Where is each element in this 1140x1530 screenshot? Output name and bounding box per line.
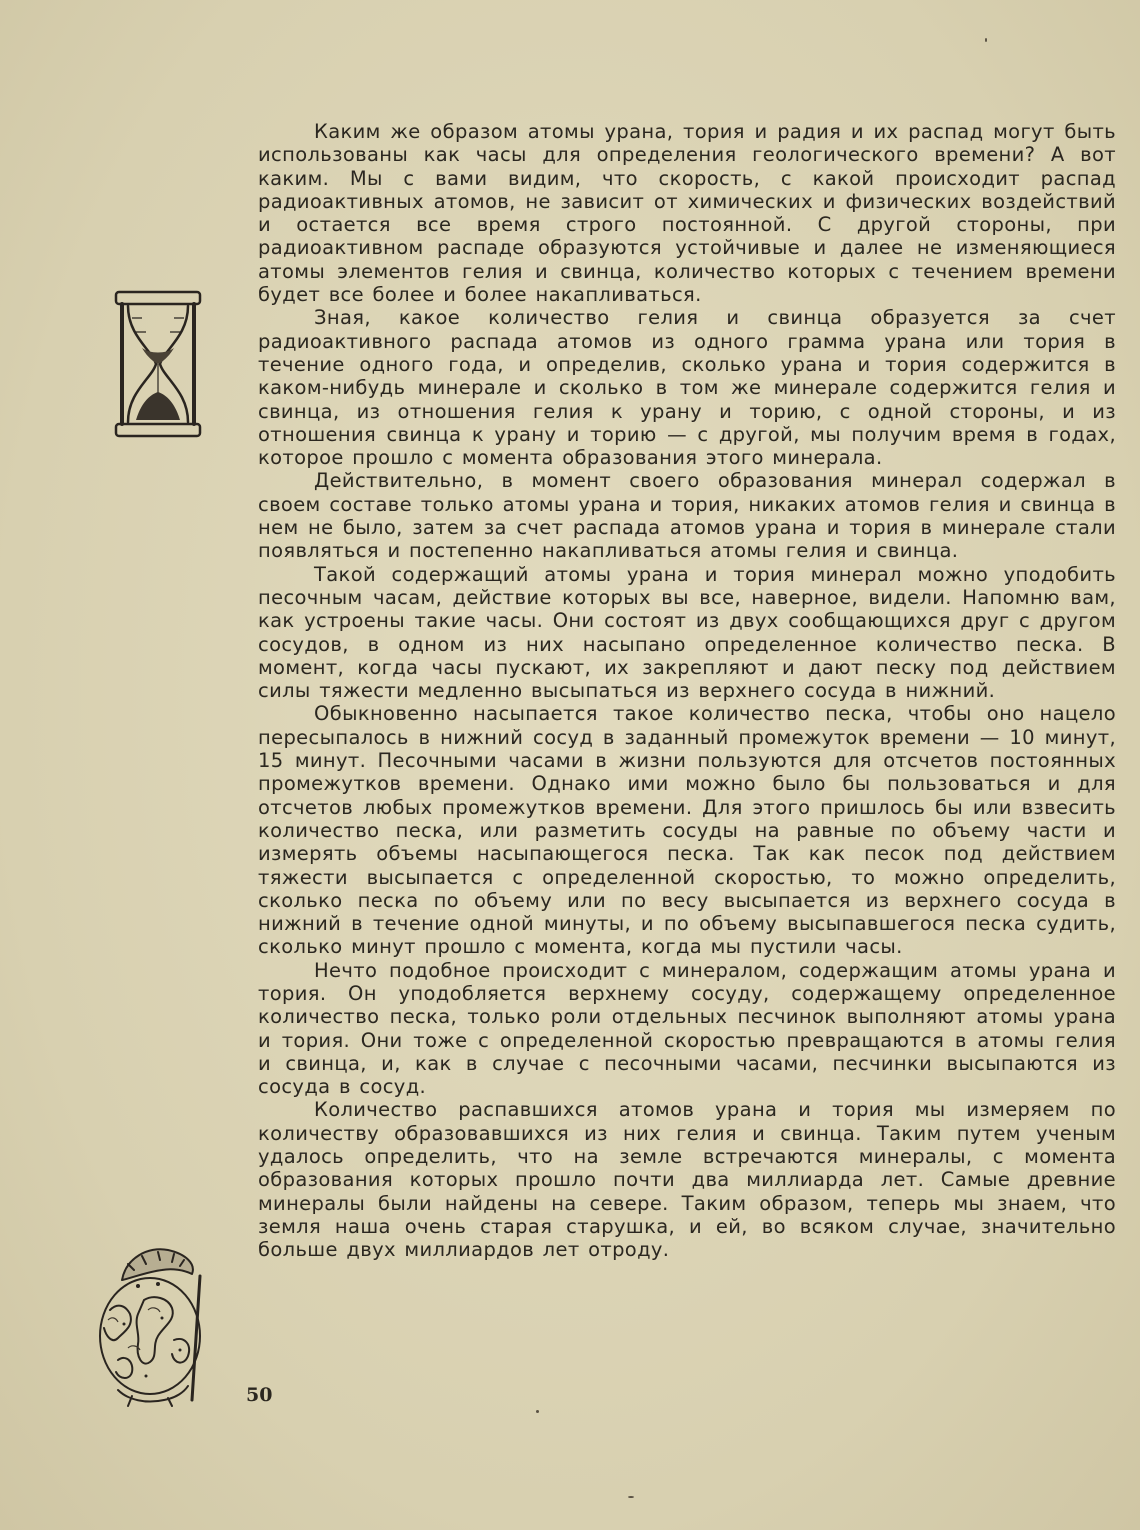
paragraph-6: Нечто подобное происходит с минералом, содержащим атомы урана и тория. Он уподобляется верхнему сосуду, содержащему определенное количество песка, только роли отдельных песчинок выполняют атомы урана и тория. Они тоже с определенной скоростью превращаются в атомы гелия и свинца, и, как в случае с песочными часами, песчинки высыпаются из сосуда в сосуд. xyxy=(258,958,1116,1099)
paragraph-5: Обыкновенно насыпается такое количество песка, чтобы оно нацело пересыпалось в нижний сосуд в заданный промежуток времени — 10 минут, 15 минут. Песочными часами в жизни пользуются для отсчетов постоянных промежутков времени. Однако ими можно было бы пользоваться и для отсчетов любых промежутков времени. Для этого пришлось бы или взвесить количество песка, или разметить сосуды на равные по объему части и измерять объемы насыпающегося песка. Так как песок под действием тяжести высыпается с определенной скоростью, то можно определить, сколько песка по объему или по весу высыпается из верхнего сосуда в нижний в течение одной минуты, и по объему высыпавшегося песка судить, сколько минут прошло с момента, когда мы пустили часы. xyxy=(258,702,1116,959)
paragraph-3: Действительно, в момент своего образования минерал содержал в своем составе только атомы урана и тория, никаких атомов гелия и свинца в нем не было, затем за счет распада атомов урана и тория в минерале стали появляться и постепенно накапливаться атомы гелия и свинца. xyxy=(258,469,1116,563)
hourglass-icon xyxy=(112,288,204,440)
paper-speck xyxy=(985,38,987,42)
paper-speck xyxy=(628,1496,634,1498)
paragraph-1: Каким же образом атомы урана, тория и радия и их распад могут быть использованы как часы для определения геологического времени? А вот каким. Мы с вами видим, что скорость, с какой происходит распад радиоактивных атомов, не зависит от химических и физических воздействий и остается все время строго постоянной. С другой стороны, при радиоактивном распаде образуются устойчивые и далее не изменяющиеся атомы элементов гелия и свинца, количество которых с течением времени будет все более и более накапливаться. xyxy=(258,120,1116,307)
paragraph-7: Количество распавшихся атомов урана и тория мы измеряем по количеству образовавшихся из них гелия и свинца. Таким путем ученым удалось определить, что на земле встречаются минералы, с момента образования которых прошло почти два миллиарда лет. Самые древние минералы были найдены на севере. Таким образом, теперь мы знаем, что земля наша очень старая старушка, и ей, во всяком случае, значительно больше двух миллиардов лет отроду. xyxy=(258,1098,1116,1262)
old-woman-earth-icon xyxy=(88,1240,214,1408)
paragraph-4: Такой содержащий атомы урана и тория минерал можно уподобить песочным часам, действие которых вы все, наверное, видели. Напомню вам, как устроены такие часы. Они состоят из двух сообщающихся друг с другом сосудов, в одном из них насыпано определенное количество песка. В момент, когда часы пускают, их закрепляют и дают песку под действием силы тяжести медленно высыпаться из верхнего сосуда в нижний. xyxy=(258,562,1116,703)
paper-speck xyxy=(536,1410,539,1413)
paragraph-2: Зная, какое количество гелия и свинца образуется за счет радиоактивного распада атомов из одного грамма урана или тория в течение одного года, и определив, сколько урана и тория содержится в каком-нибудь минерале и сколько в том же минерале содержится гелия и свинца, из отношения гелия к урану и торию, с одной стороны, и из отношения свинца к урану и торию — с другой, мы получим время в годах, которое прошло с момента образования этого минерала. xyxy=(258,306,1116,470)
page-number: 50 xyxy=(246,1384,273,1406)
body-text xyxy=(258,120,1116,1262)
